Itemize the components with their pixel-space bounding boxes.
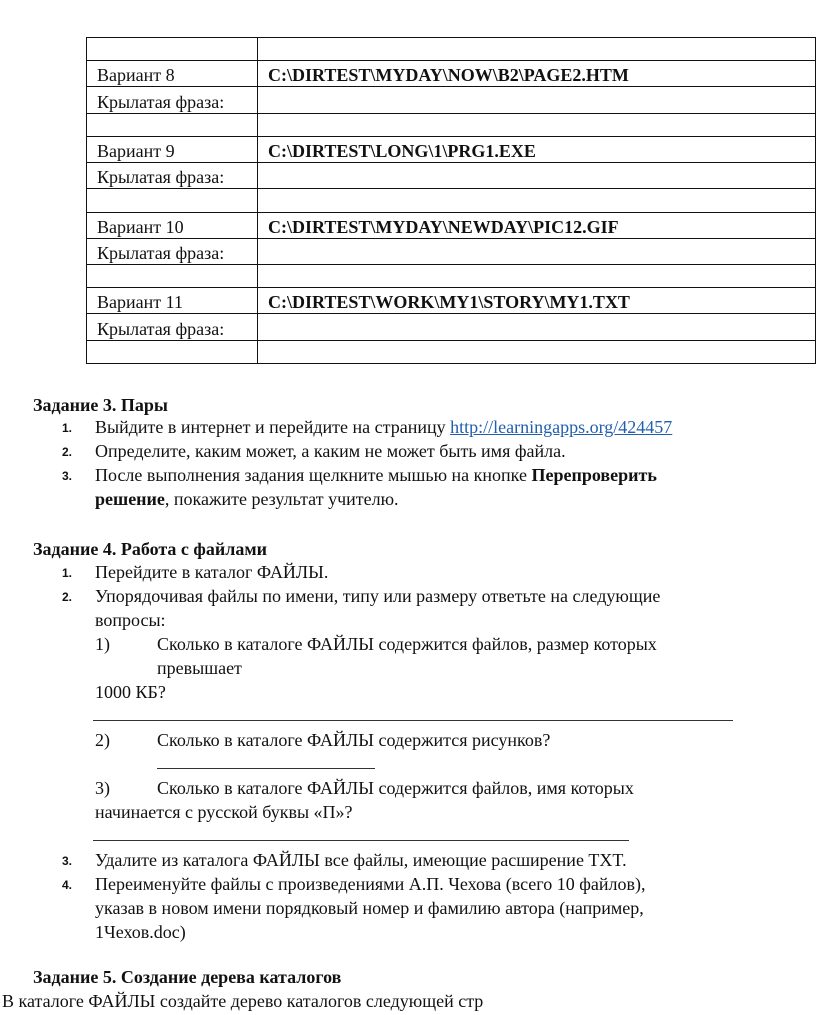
table-cell — [87, 340, 258, 363]
question-text: начинается с русской буквы «П»? — [95, 802, 353, 822]
list-number: 1. — [62, 421, 73, 435]
list-item — [95, 464, 657, 486]
table-cell — [87, 113, 258, 136]
list-item — [95, 488, 399, 510]
question-text: превышает — [157, 658, 242, 678]
variant-label: Вариант 11 — [87, 288, 258, 314]
list-number: 1. — [62, 566, 73, 580]
variant-path: C:\DIRTEST\MYDAY\NOW\B2\PAGE2.HTM — [258, 61, 816, 87]
answer-line — [157, 768, 375, 769]
question-number: 2) — [95, 730, 110, 750]
table-cell — [87, 265, 258, 288]
variant-path: C:\DIRTEST\MYDAY\NEWDAY\PIC12.GIF — [258, 212, 816, 238]
phrase-answer-cell — [258, 87, 816, 113]
question-text: Сколько в каталоге ФАЙЛЫ содержится рисунков? — [157, 730, 551, 750]
variant-label: Вариант 8 — [87, 61, 258, 87]
phrase-label: Крылатая фраза: — [87, 87, 258, 113]
table-cell — [258, 113, 816, 136]
question-text: Сколько в каталоге ФАЙЛЫ содержится файлов, имя которых — [157, 778, 634, 798]
variant-label: Вариант 9 — [87, 136, 258, 162]
list-number: 2. — [62, 590, 73, 604]
recheck-button-name: Перепроверить — [531, 465, 657, 485]
list-item-text: 1Чехов.doc) — [95, 922, 186, 942]
variant-path: C:\DIRTEST\WORK\MY1\STORY\MY1.TXT — [258, 288, 816, 314]
table-cell — [258, 189, 816, 212]
list-item-text: указав в новом имени порядковый номер и фамилию автора (например, — [95, 898, 644, 918]
list-number: 3. — [62, 469, 73, 483]
question-text: Сколько в каталоге ФАЙЛЫ содержится файлов, размер которых — [157, 634, 657, 654]
answer-line — [93, 840, 629, 841]
phrase-label: Крылатая фраза: — [87, 314, 258, 340]
list-number: 3. — [62, 854, 73, 868]
list-item — [95, 416, 672, 438]
list-item-text: Переименуйте файлы с произведениями А.П. Чехова (всего 10 файлов), — [95, 874, 646, 894]
phrase-answer-cell — [258, 163, 816, 189]
task5-title: Задание 5. Создание дерева каталогов — [33, 967, 342, 987]
variant-label: Вариант 10 — [87, 212, 258, 238]
task4-title: Задание 4. Работа с файлами — [33, 539, 267, 559]
answer-line — [93, 720, 733, 721]
question-number: 1) — [95, 634, 110, 654]
list-number: 4. — [62, 878, 73, 892]
table-cell — [87, 189, 258, 212]
phrase-answer-cell — [258, 314, 816, 340]
variant-path: C:\DIRTEST\LONG\1\PRG1.EXE — [258, 136, 816, 162]
phrase-label: Крылатая фраза: — [87, 238, 258, 264]
list-item-text: вопросы: — [95, 610, 166, 630]
table-cell — [87, 38, 258, 61]
list-item-text: Удалите из каталога ФАЙЛЫ все файлы, имеющие расширение TXT. — [95, 850, 627, 870]
phrase-label: Крылатая фраза: — [87, 163, 258, 189]
table-cell — [258, 340, 816, 363]
variants-table — [86, 37, 816, 364]
learningapps-link[interactable]: http://learningapps.org/424457 — [450, 417, 673, 437]
question-text: 1000 КБ? — [95, 682, 166, 702]
list-item-text: Выйдите в интернет и перейдите на страницу — [95, 417, 451, 437]
table-cell — [258, 38, 816, 61]
list-item-text: , покажите результат учителю. — [164, 489, 399, 509]
list-item-text: Определите, каким может, а каким не может быть имя файла. — [95, 441, 566, 461]
list-item-text: Перейдите в каталог ФАЙЛЫ. — [95, 562, 329, 582]
task3-title: Задание 3. Пары — [33, 395, 168, 415]
phrase-answer-cell — [258, 238, 816, 264]
task5-text: В каталоге ФАЙЛЫ создайте дерево каталогов следующей стр — [2, 991, 484, 1011]
table-cell — [258, 265, 816, 288]
solution-word: решение — [95, 489, 165, 509]
list-item-text: Упорядочивая файлы по имени, типу или размеру ответьте на следующие — [95, 586, 661, 606]
list-number: 2. — [62, 445, 73, 459]
list-item-text: После выполнения задания щелкните мышью на кнопке — [95, 465, 532, 485]
question-number: 3) — [95, 778, 110, 798]
